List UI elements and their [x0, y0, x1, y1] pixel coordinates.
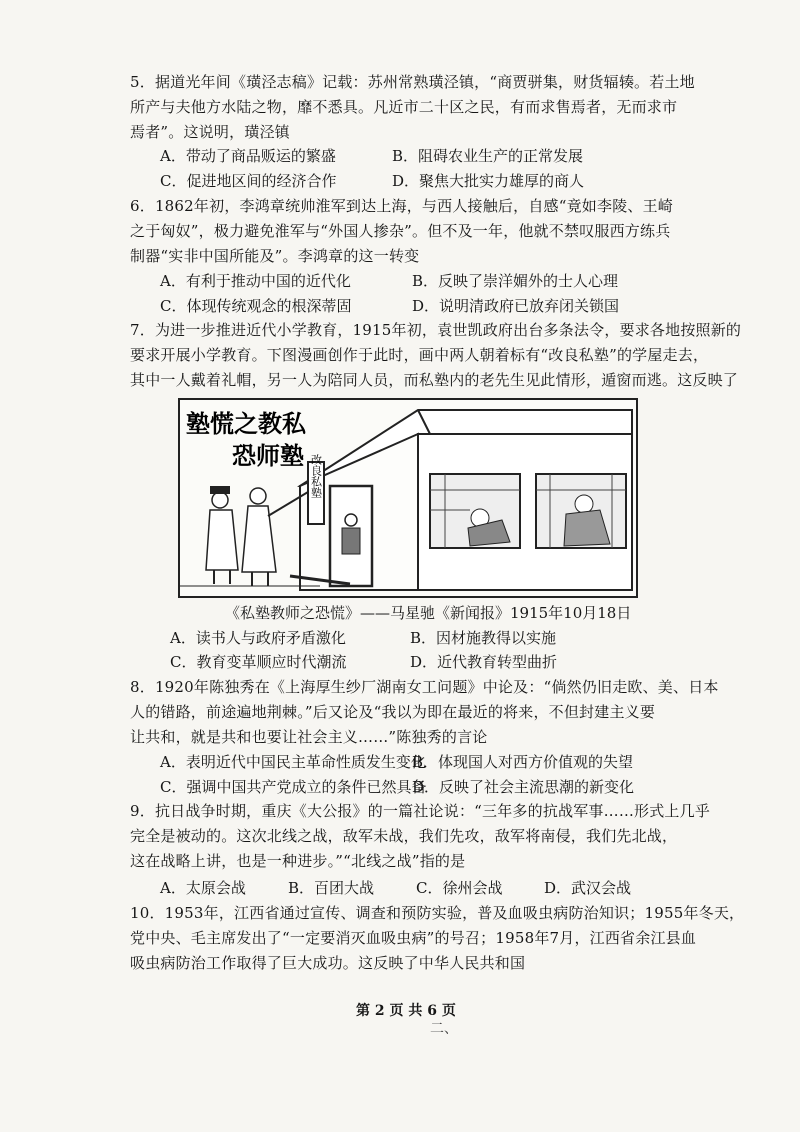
q7-option-d: D．近代教育转型曲折 — [410, 653, 558, 671]
q6-line-3: 制器“实非中国所能及”。李鸿章的这一转变 — [130, 247, 420, 265]
lattice-window-left — [430, 474, 520, 548]
q5-line-1: 5．据道光年间《璜泾志稿》记载：苏州常熟璜泾镇，“商贾骈集，财货辐辏。若土地 — [130, 73, 695, 91]
school-sign-text: 改良私塾 — [309, 454, 323, 498]
handwritten-mark: 二、 — [430, 1021, 458, 1037]
q8-line-3: 让共和，就是共和也要让社会主义……”陈独秀的言论 — [130, 728, 488, 746]
q9-option-c: C．徐州会战 — [416, 879, 503, 897]
q5-option-a: A．带动了商品贩运的繁盛 — [160, 147, 336, 165]
q6-line-2: 之于匈奴”，极力避免淮军与“外国人掺杂”。但不及一年，他就不禁叹服西方练兵 — [130, 222, 671, 240]
q6-option-b: B．反映了崇洋媚外的士人心理 — [412, 272, 619, 290]
q5-line-2: 所产与夫他方水陆之物，靡不悉具。凡近市二十区之民，有而求售焉者，无而求市 — [130, 98, 678, 116]
q10-line-3: 吸虫病防治工作取得了巨大成功。这反映了中华人民共和国 — [130, 954, 526, 972]
q9-option-d: D．武汉会战 — [544, 879, 632, 897]
q6-option-c: C．体现传统观念的根深蒂固 — [160, 297, 352, 315]
q8-option-b: B．体现国人对西方价值观的失望 — [412, 753, 634, 771]
q8-option-a: A．表明近代中国民主革命性质发生变化 — [160, 753, 426, 771]
q9-line-2: 完全是被动的。这次北线之战，敌军未战，我们先攻，敌军将南侵，我们先北战， — [130, 827, 678, 845]
visitor-2-head — [250, 488, 266, 504]
q8-option-c: C．强调中国共产党成立的条件已然具备 — [160, 778, 427, 796]
q7-option-a: A．读书人与政府矛盾激化 — [170, 629, 346, 647]
q7-line-3: 其中一人戴着礼帽，另一人为陪同人员，而私塾内的老先生见此情形，遁窗而逃。这反映了 — [130, 371, 739, 389]
page-footer: 第 2 页 共 6 页 — [356, 1003, 456, 1019]
q5-line-3: 焉者”。这说明，璜泾镇 — [130, 123, 290, 141]
q9-line-3: 这在战略上讲，也是一种进步。”“北线之战”指的是 — [130, 852, 466, 870]
q9-line-1: 9．抗日战争时期，重庆《大公报》的一篇社论说：“三年多的抗战军事……形式上几乎 — [130, 802, 711, 820]
q7-line-1: 7．为进一步推进近代小学教育，1915年初，袁世凯政府出台多条法令，要求各地按照新的 — [130, 321, 742, 339]
q6-option-a: A．有利于推动中国的近代化 — [160, 272, 351, 290]
comic-caption: 《私塾教师之恐慌》——马星驰《新闻报》1915年10月18日 — [225, 604, 632, 622]
q9-option-a: A．太原会战 — [160, 879, 246, 897]
comic-illustration — [178, 398, 638, 598]
comic-title-line-1: 塾慌之教私 — [186, 409, 306, 438]
comic-title-line-2: 恐师塾 — [232, 441, 304, 470]
q8-option-d: D．反映了社会主流思潮的新变化 — [412, 778, 635, 796]
lattice-window-right — [536, 474, 626, 548]
q7-option-c: C．教育变革顺应时代潮流 — [170, 653, 347, 671]
visitor-1-head — [212, 492, 228, 508]
q9-option-b: B．百团大战 — [288, 879, 375, 897]
q10-line-2: 党中央、毛主席发出了“一定要消灭血吸虫病”的号召；1958年7月，江西省余江县血 — [130, 929, 697, 947]
q7-option-b: B．因材施教得以实施 — [410, 629, 557, 647]
q7-line-2: 要求开展小学教育。下图漫画创作于此时，画中两人朝着标有“改良私塾”的学屋走去， — [130, 346, 709, 364]
q6-option-d: D．说明清政府已放弃闭关锁国 — [412, 297, 620, 315]
q5-option-c: C．促进地区间的经济合作 — [160, 172, 337, 190]
q8-line-2: 人的错路，前途遍地荆棘。”后又论及“我以为即在最近的将来，不但封建主义要 — [130, 703, 656, 721]
q5-option-b: B．阻碍农业生产的正常发展 — [392, 147, 584, 165]
comic-drawing — [180, 400, 636, 596]
q10-line-1: 10．1953年，江西省通过宣传、调查和预防实验，普及血吸虫病防治知识；1955年冬天， — [130, 904, 745, 922]
q8-line-1: 8．1920年陈独秀在《上海厚生纱厂湖南女工问题》中论及：“倘然仍旧走欧、美、日本 — [130, 678, 719, 696]
q6-line-1: 6．1862年初，李鸿章统帅淮军到达上海，与西人接触后，自感“竟如李陵、王崎 — [130, 197, 673, 215]
q5-option-d: D．聚焦大批实力雄厚的商人 — [392, 172, 585, 190]
visitor-1-hat — [210, 486, 230, 494]
